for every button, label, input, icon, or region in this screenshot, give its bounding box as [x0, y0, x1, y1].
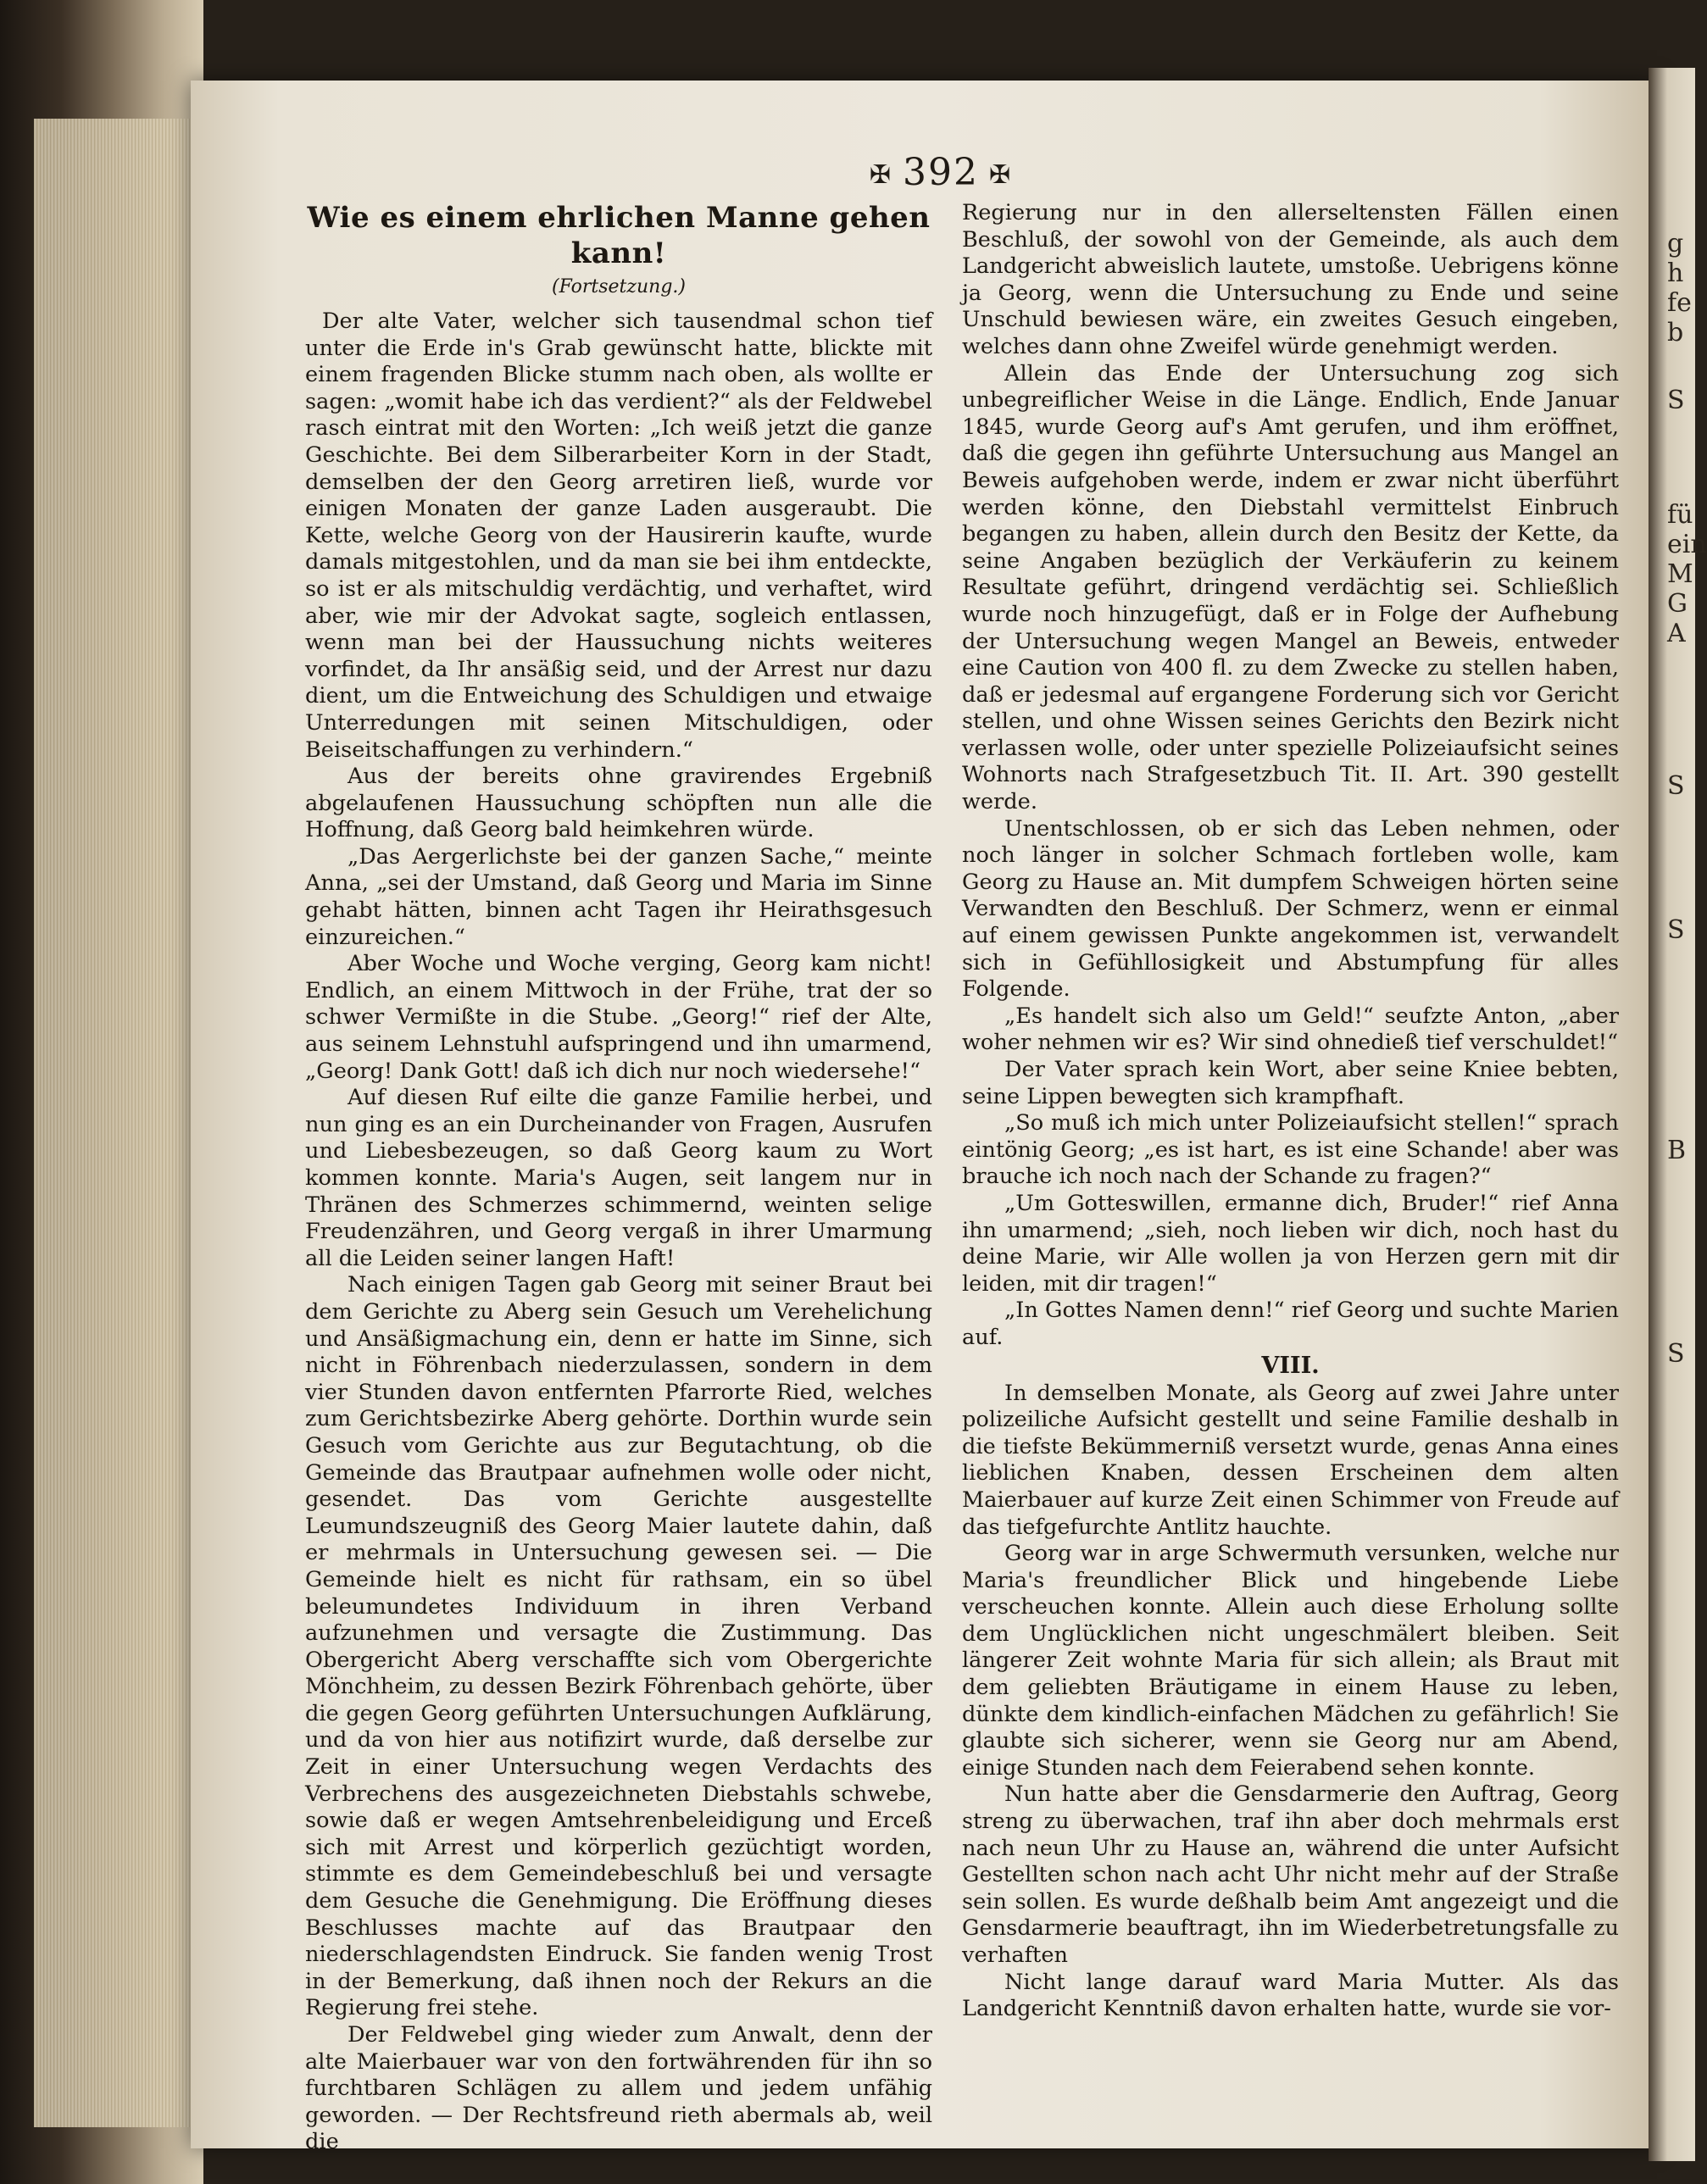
next-page-fragment: fü: [1667, 500, 1693, 530]
paragraph: Regierung nur in den allerseltensten Fällen einen Beschluß, der sowohl von der Gemeinde, als auch dem Landgericht abweislich lautete, umstoße. Uebrigens könne ja Georg, wenn die Untersuchung zu Ende und seine Unschuld bewiesen wäre, ein zweites Gesuch eingeben, welches dann ohne Zweifel würde genehmigt werden.: [962, 200, 1619, 359]
paragraph: Nach einigen Tagen gab Georg mit seiner Braut bei dem Gerichte zu Aberg sein Gesuch um Verehelichung und Ansäßigmachung ein, denn er hatte im Sinne, sich nicht in Föhrenbach niederzulassen, sondern in dem vier Stunden davon entfernten Pfarrorte Ried, welches zum Gerichtsbezirke Aberg gehörte. Dorthin wurde sein Gesuch vom Gerichte aus zur Begutachtung, ob die Gemeinde das Brautpaar aufnehmen wolle oder nicht, gesendet. Das vom Gerichte ausgestellte Leumundszeugniß des Georg Maier lautete dahin, daß er mehrmals in Untersuchung gewesen sei. — Die Gemeinde hielt es nicht für rathsam, ein so übel beleumundetes Individuum in ihren Verband aufzunehmen und versagte die Zustimmung. Das Obergericht Aberg verschaffte sich vom Obergerichte Mönchheim, zu dessen Bezirk Föhrenbach gehörte, über die gegen Georg geführten Untersuchungen Aufklärung, und da von hier aus notifizirt wurde, daß derselbe zur Zeit in einer Untersuchung wegen Verdachts des Verbrechens des ausgezeichneten Diebstahls schwebe, sowie daß er wegen Amtsehrenbeleidigung und Erceß sich mit Arrest und körperlich gezüchtigt worden, stimmte es dem Gemeindebeschluß bei und versagte dem Gesuche die Genehmigung. Die Eröffnung dieses Beschlusses machte auf das Brautpaar den niederschlagendsten Eindruck. Sie fanden wenig Trost in der Bemerkung, daß ihnen noch der Rekurs an die Regierung frei stehe.: [305, 1272, 932, 2021]
ornament-right-icon: ✠: [988, 160, 1013, 190]
paragraph: „Um Gotteswillen, ermanne dich, Bruder!“ rief Anna ihn umarmend; „sieh, noch lieben wir dich, noch hast du deine Marie, wir Alle wollen ja von Herzen gern mit dir leiden, mit dir tragen!“: [962, 1190, 1619, 1297]
chapter-heading: VIII.: [1261, 1352, 1320, 1379]
paragraph: Allein das Ende der Untersuchung zog sich unbegreiflicher Weise in die Länge. Endlich, Ende Januar 1845, wurde Georg auf's Amt gerufen, und ihm eröffnet, daß die gegen ihn geführte Untersuchung aus Mangel an Beweis aufgehoben werde, indem er zwar nicht überführt werden könne, den Diebstahl vermittelst Einbruch begangen zu haben, allein durch den Besitz der Kette, da seine Angaben bezüglich der Verkäuferin zu keinem Resultate geführt, dringend verdächtig sei. Schließlich wurde noch hinzugefügt, daß er in Folge der Aufhebung der Untersuchung wegen Mangel an Beweis, entweder eine Caution von 400 fl. zu dem Zwecke zu stellen haben, daß er jedesmal auf ergangene Forderung sich vor Gericht stellen, und ohne Wissen seines Gerichts den Bezirk nicht verlassen wolle, oder unter spezielle Polizeiaufsicht seines Wohnorts nach Strafgesetzbuch Tit. II. Art. 390 gestellt werde.: [962, 360, 1619, 815]
paragraph: „Das Aergerlichste bei der ganzen Sache,“ meinte Anna, „sei der Umstand, daß Georg und Maria im Sinne gehabt hätten, binnen acht Tagen ihr Heirathsgesuch einzureichen.“: [305, 843, 932, 950]
left-column: [305, 200, 932, 2156]
page-number-value: 392: [903, 151, 979, 194]
paragraph: Aus der bereits ohne gravirendes Ergebniß abgelaufenen Haussuchung schöpften nun alle die Hoffnung, daß Georg bald heimkehren würde.: [305, 764, 932, 843]
paragraph: Nun hatte aber die Gensdarmerie den Auftrag, Georg streng zu überwachen, traf ihn aber doch mehrmals erst nach neun Uhr zu Hause an, während die unter Aufsicht Gestellten schon nach acht Uhr nicht mehr auf der Straße sein sollen. Es wurde deßhalb beim Amt angezeigt und die Gensdarmerie beauftragt, ihn im Wiederbetretungsfalle zu verhaften: [962, 1781, 1619, 1968]
next-page-fragment: S: [1667, 1339, 1685, 1369]
paragraph: Auf diesen Ruf eilte die ganze Familie herbei, und nun ging es an ein Durcheinander von Fragen, Ausrufen und Liebesbezeugen, so daß Georg kaum zu Wort kommen konnte. Maria's Augen, seit langem nur in Thränen des Schmerzes schimmernd, weinten selige Freudenzähren, und Georg vergaß in ihrer Umarmung all die Leiden seiner langen Haft!: [305, 1085, 932, 1271]
next-page-edge: [1649, 68, 1707, 2161]
next-page-fragment: G: [1667, 589, 1688, 619]
next-page-fragment: h: [1667, 258, 1684, 288]
next-page-fragment: fe: [1667, 288, 1692, 318]
paragraph: „In Gottes Namen denn!“ rief Georg und suchte Marien auf.: [962, 1298, 1619, 1350]
next-page-fragment: S: [1667, 386, 1685, 415]
right-column: [962, 200, 1619, 2023]
paragraph: Der Feldwebel ging wieder zum Anwalt, denn der alte Maierbauer war von den fortwährenden für ihn so furchtbaren Schlägen zu allem und jedem unfähig geworden. — Der Rechtsfreund rieth abermals ab, weil die: [305, 2022, 932, 2155]
next-page-fragment: S: [1667, 771, 1685, 801]
paragraph: „Es handelt sich also um Geld!“ seufzte Anton, „aber woher nehmen wir es? Wir sind ohnedieß tief verschuldet!“: [962, 1003, 1619, 1056]
paragraph: Nicht lange darauf ward Maria Mutter. Als das Landgericht Kenntniß davon erhalten hatte, wurde sie vor-: [962, 1969, 1619, 2022]
next-page-fragment: A: [1667, 619, 1686, 648]
page-stack-edge: [34, 119, 212, 2127]
paragraph: Der alte Vater, welcher sich tausendmal schon tief unter die Erde in's Grab gewünscht hatte, blickte mit einem fragenden Blicke stumm nach oben, als wollte er sagen: „womit habe ich das verdient?“ als der Feldwebel rasch eintrat mit den Worten: „Ich weiß jetzt die ganze Geschichte. Bei dem Silberarbeiter Korn in der Stadt, demselben der den Georg arretiren ließ, wurde vor einigen Monaten der ganze Laden ausgeraubt. Die Kette, welche Georg von der Hausirerin kaufte, wurde damals mitgestohlen, und da man sie bei ihm entdeckte, so ist er als mitschuldig verdächtig, und verhaftet, wird aber, wie mir der Advokat sagte, sogleich entlassen, wenn man bei der Haussuchung nichts weiteres vorfindet, da Ihr ansäßig seid, und der Arrest nur dazu dient, um die Entweichung des Schuldigen und etwaige Unterredungen mit seinen Mitschuldigen, oder Beiseitschaffungen zu verhindern.“: [305, 308, 932, 763]
next-page-fragment: S: [1667, 915, 1685, 945]
paragraph: Unentschlossen, ob er sich das Leben nehmen, oder noch länger in solcher Schmach fortleben wolle, kam Georg zu Hause an. Mit dumpfem Schweigen hörten seine Verwandten den Beschluß. Der Schmerz, wenn er einmal auf einem gewissen Punkte angekommen ist, verwandelt sich in Gefühllosigkeit und Abstumpfung für alles Folgende.: [962, 815, 1619, 1003]
next-page-fragment: b: [1667, 318, 1684, 347]
article-title: Wie es einem ehrlichen Manne gehen kann!: [307, 201, 931, 270]
paragraph: „So muß ich mich unter Polizeiaufsicht stellen!“ sprach eintönig Georg; „es ist hart, es ist eine Schande! aber was brauche ich noch nach der Schande zu fragen?“: [962, 1110, 1619, 1190]
paragraph: In demselben Monate, als Georg auf zwei Jahre unter polizeiliche Aufsicht gestellt und seine Familie deshalb in die tiefste Bekümmerniß versetzt wurde, genas Anna eines lieblichen Knaben, dessen Erscheinen dem alten Maierbauer auf kurze Zeit einen Schimmer von Freude auf das tiefgefurchte Antlitz hauchte.: [962, 1380, 1619, 1540]
paragraph: Aber Woche und Woche verging, Georg kam nicht! Endlich, an einem Mittwoch in der Frühe, trat der so schwer Vermißte in die Stube. „Georg!“ rief der Alte, aus seinem Lehnstuhl aufspringend und ihn umarmend, „Georg! Dank Gott! daß ich dich nur noch wiedersehe!“: [305, 951, 932, 1084]
next-page-fragment: g: [1667, 229, 1684, 258]
continuation-note: (Fortsetzung.): [552, 276, 686, 297]
paragraph: Georg war in arge Schwermuth versunken, welche nur Maria's freundlicher Blick und hingebende Liebe verscheuchen konnte. Allein auch diese Erholung sollte dem Unglücklichen nicht ungeschmälert bleiben. Seit längerer Zeit wohnte Maria für sich allein; als Braut mit dem geliebten Bräutigame in einem Hause zu leben, dünkte dem kindlich-einfachen Mädchen zu gefährlich! Sie glaubte sich sicherer, wenn sie Georg nur am Abend, einige Stunden nach dem Feierabend sehen konnte.: [962, 1541, 1619, 1781]
paragraph: Der Vater sprach kein Wort, aber seine Kniee bebten, seine Lippen bewegten sich krampfhaft.: [962, 1057, 1619, 1109]
ornament-left-icon: ✠: [869, 160, 892, 190]
next-page-fragment: M: [1667, 559, 1693, 589]
page-number: [831, 151, 1051, 194]
next-page-fragment: B: [1667, 1136, 1687, 1165]
next-page-fragment: ein: [1667, 530, 1707, 559]
